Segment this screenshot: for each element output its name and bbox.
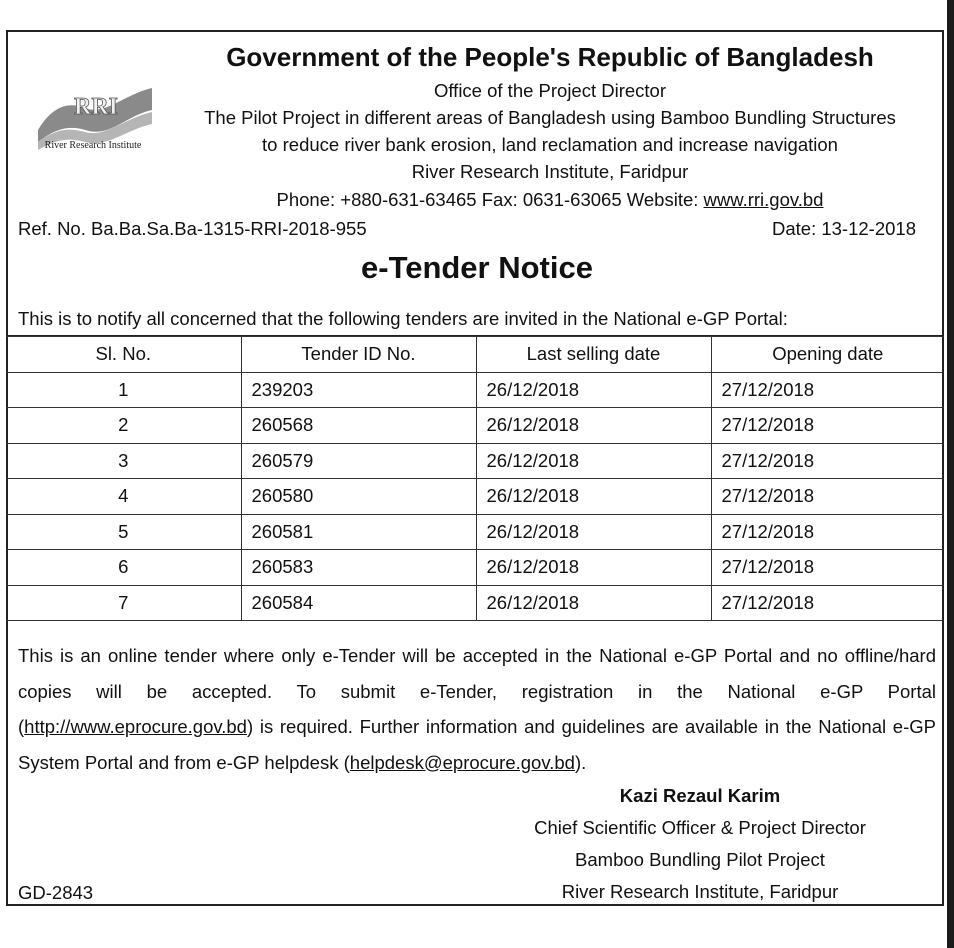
tender-id-cell: 260583 — [241, 550, 476, 586]
signatory-project: Bamboo Bundling Pilot Project — [575, 849, 825, 870]
table-row — [6, 408, 944, 444]
notice-intro: This is to notify all concerned that the following tenders are invited in the National e-GP Portal: — [18, 308, 788, 329]
signatory-institute: River Research Institute, Faridpur — [561, 881, 839, 902]
serial-cell: 2 — [6, 408, 241, 444]
tender-id-cell: 260580 — [241, 479, 476, 515]
reference-number: Ref. No. Ba.Ba.Sa.Ba-1315-RRI-2018-955 — [18, 218, 367, 239]
table-row — [6, 443, 944, 479]
header-tender-id: Tender ID No. — [241, 337, 476, 373]
logo-text: RRI — [73, 94, 119, 120]
tender-id-cell: 239203 — [241, 372, 476, 408]
tender-id-cell: 260584 — [241, 585, 476, 621]
signatory-name: Kazi Rezaul Karim — [619, 785, 781, 806]
institute-line: River Research Institute, Faridpur — [411, 161, 689, 182]
header-serial: Sl. No. — [6, 337, 241, 373]
instructions-part-3: ). — [574, 751, 587, 773]
last-selling-date-cell: 26/12/2018 — [476, 443, 711, 479]
instructions-part-1: This is an online tender where only e-Tender will be accepted in the National e-GP Portal and no offline/hard copies will be accepted. To submit e-Tender, registration in the National e-GP Portal ( — [18, 645, 936, 737]
header-opening-date: Opening date — [711, 337, 944, 373]
last-selling-date-cell: 26/12/2018 — [476, 550, 711, 586]
serial-cell: 5 — [6, 514, 241, 550]
office-line: Office of the Project Director — [433, 80, 667, 101]
opening-date-cell: 27/12/2018 — [711, 514, 944, 550]
opening-date-cell: 27/12/2018 — [711, 443, 944, 479]
website-link[interactable]: www.rri.gov.bd — [703, 189, 824, 210]
last-selling-date-cell: 26/12/2018 — [476, 372, 711, 408]
eprocure-portal-link[interactable]: http://www.eprocure.gov.bd — [24, 716, 247, 737]
opening-date-cell: 27/12/2018 — [711, 372, 944, 408]
serial-cell: 6 — [6, 550, 241, 586]
contact-line — [150, 189, 950, 211]
serial-cell: 4 — [6, 479, 241, 515]
logo-caption: River Research Institute — [44, 140, 142, 151]
tender-id-cell: 260581 — [241, 514, 476, 550]
gd-number: GD-2843 — [18, 882, 94, 903]
opening-date-cell: 27/12/2018 — [711, 550, 944, 586]
instructions-part-2: ) is required. Further information and guidelines are available in the National e-GP System Portal and from e-GP helpdesk ( — [18, 716, 936, 773]
last-selling-date-cell: 26/12/2018 — [476, 514, 711, 550]
helpdesk-email-link[interactable]: helpdesk@eprocure.gov.bd — [349, 751, 575, 773]
tender-instructions — [18, 638, 936, 780]
last-selling-date-cell: 26/12/2018 — [476, 479, 711, 515]
project-line-1: The Pilot Project in different areas of Bangladesh using Bamboo Bundling Structures — [204, 107, 896, 128]
serial-cell: 7 — [6, 585, 241, 621]
opening-date-cell: 27/12/2018 — [711, 479, 944, 515]
government-heading: Government of the People's Republic of Bangladesh — [226, 42, 874, 72]
table-header-row — [6, 337, 944, 373]
last-selling-date-cell: 26/12/2018 — [476, 408, 711, 444]
tender-id-cell: 260579 — [241, 443, 476, 479]
table-row — [6, 514, 944, 550]
last-selling-date-cell: 26/12/2018 — [476, 585, 711, 621]
opening-date-cell: 27/12/2018 — [711, 408, 944, 444]
serial-cell: 3 — [6, 443, 241, 479]
notice-title: e-Tender Notice — [361, 250, 593, 285]
project-line-2: to reduce river bank erosion, land reclamation and increase navigation — [262, 134, 838, 155]
signatory-title: Chief Scientific Officer & Project Director — [534, 817, 866, 838]
notice-date: Date: 13-12-2018 — [772, 218, 916, 239]
contact-text: Phone: +880-631-63465 Fax: 0631-63065 Website: — [276, 189, 704, 210]
table-row — [6, 550, 944, 586]
tender-id-cell: 260568 — [241, 408, 476, 444]
table-row — [6, 479, 944, 515]
table-row — [6, 372, 944, 408]
serial-cell: 1 — [6, 372, 241, 408]
header-last-selling-date: Last selling date — [476, 337, 711, 373]
tender-table — [6, 336, 944, 621]
table-row — [6, 585, 944, 621]
opening-date-cell: 27/12/2018 — [711, 585, 944, 621]
